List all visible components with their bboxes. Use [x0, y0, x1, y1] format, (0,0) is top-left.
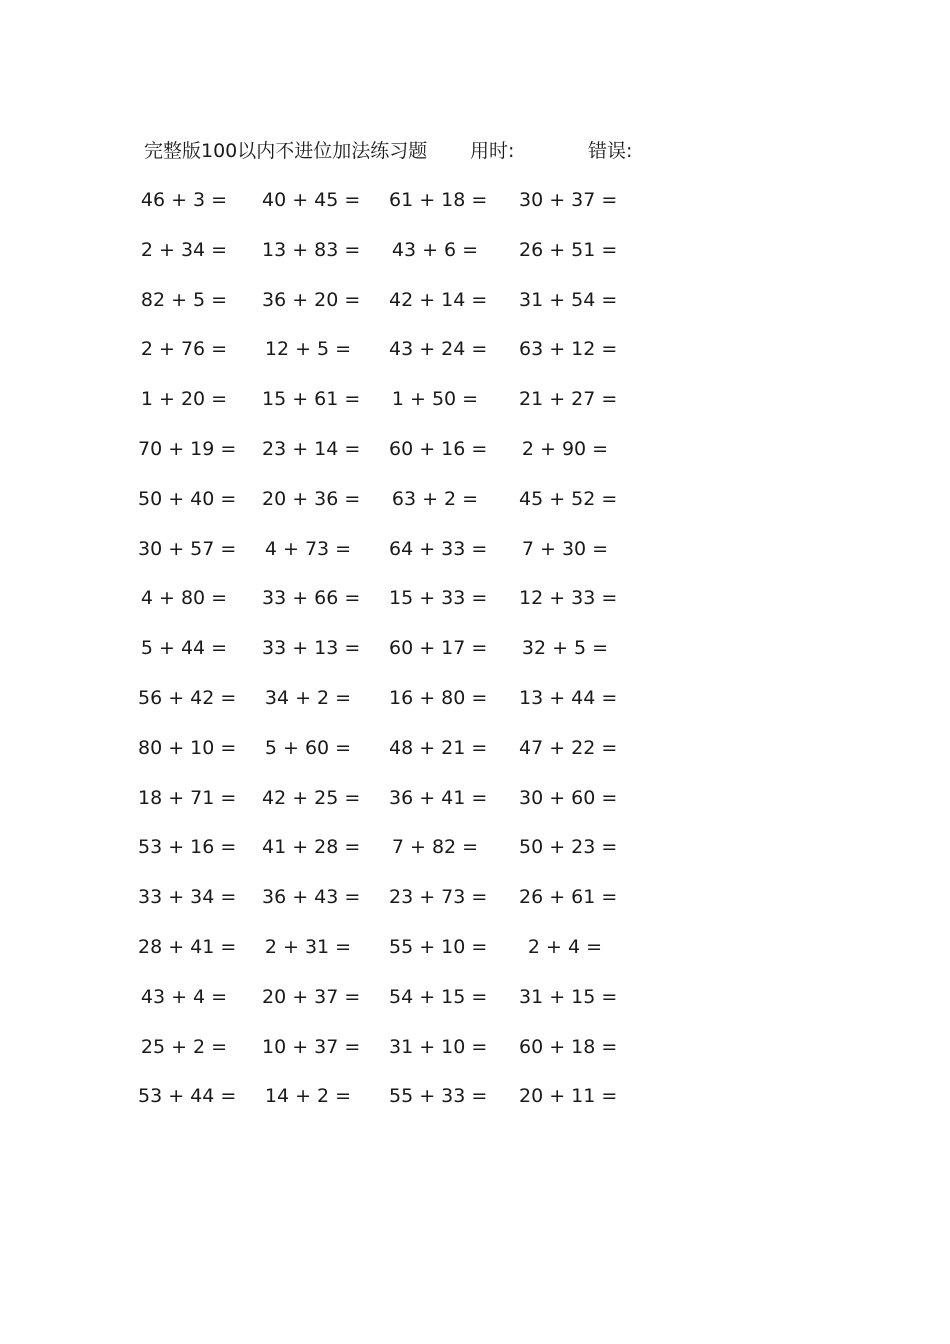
addition-problem: 33 + 13 = — [262, 637, 361, 660]
addition-problem: 14 + 2 = — [264, 1085, 352, 1108]
addition-problem: 56 + 42 = — [138, 686, 237, 709]
problem-row — [138, 782, 644, 832]
addition-problem: 45 + 52 = — [519, 487, 618, 510]
problem-row — [138, 1080, 644, 1130]
addition-problem: 2 + 76 = — [140, 338, 228, 361]
addition-problem: 43 + 24 = — [389, 338, 488, 361]
problem-row — [140, 981, 644, 1031]
addition-problem: 4 + 73 = — [264, 537, 352, 560]
addition-problem: 5 + 60 = — [264, 736, 352, 759]
addition-problem: 63 + 2 = — [391, 487, 479, 510]
addition-problem: 53 + 44 = — [138, 1085, 237, 1108]
addition-problem: 43 + 6 = — [391, 238, 479, 261]
addition-problem: 1 + 20 = — [140, 388, 228, 411]
problem-row — [138, 732, 644, 782]
addition-problem: 30 + 37 = — [519, 189, 618, 211]
problem-row — [140, 234, 644, 284]
addition-problem: 7 + 82 = — [391, 836, 479, 859]
addition-problem: 16 + 80 = — [389, 686, 488, 709]
addition-problem: 63 + 12 = — [519, 338, 618, 361]
problem-row — [140, 333, 644, 383]
addition-problem: 43 + 4 = — [140, 985, 228, 1008]
addition-problem: 20 + 36 = — [262, 487, 361, 510]
addition-problem: 23 + 73 = — [389, 886, 488, 909]
addition-problem: 13 + 44 = — [519, 686, 618, 709]
problem-row — [138, 433, 644, 483]
addition-problem: 82 + 5 = — [140, 288, 228, 311]
addition-problem: 48 + 21 = — [389, 736, 488, 759]
addition-problem: 40 + 45 = — [262, 189, 361, 211]
addition-problem: 2 + 34 = — [140, 238, 228, 261]
addition-problem: 12 + 33 = — [519, 587, 618, 610]
worksheet-title: 完整版100以内不进位加法练习题 — [144, 140, 428, 162]
problem-row — [138, 881, 644, 931]
problem-row — [140, 1031, 644, 1081]
addition-problem: 60 + 18 = — [519, 1035, 618, 1058]
addition-problem: 2 + 31 = — [264, 935, 352, 958]
addition-problem: 4 + 80 = — [140, 587, 228, 610]
addition-problem: 36 + 41 = — [389, 786, 488, 809]
addition-problem: 80 + 10 = — [138, 736, 237, 759]
addition-problem: 23 + 14 = — [262, 437, 361, 460]
problem-row — [140, 582, 644, 632]
addition-problem: 12 + 5 = — [264, 338, 352, 361]
addition-problem: 54 + 15 = — [389, 985, 488, 1008]
addition-problem: 28 + 41 = — [138, 935, 237, 958]
addition-problem: 1 + 50 = — [391, 388, 479, 411]
addition-problem: 41 + 28 = — [262, 836, 361, 859]
addition-problem: 60 + 17 = — [389, 637, 488, 660]
addition-problem: 53 + 16 = — [138, 836, 237, 859]
problem-row — [140, 383, 644, 433]
addition-problem: 47 + 22 = — [519, 736, 618, 759]
addition-problem: 46 + 3 = — [140, 189, 228, 211]
addition-problem: 26 + 51 = — [519, 238, 618, 261]
addition-problem: 5 + 44 = — [140, 637, 228, 660]
problem-row — [140, 632, 644, 682]
addition-problem: 33 + 66 = — [262, 587, 361, 610]
addition-problem: 55 + 33 = — [389, 1085, 488, 1108]
worksheet-header — [144, 136, 664, 166]
addition-problem: 36 + 43 = — [262, 886, 361, 909]
problem-row — [138, 483, 644, 533]
addition-problem: 25 + 2 = — [140, 1035, 228, 1058]
addition-problem: 42 + 25 = — [262, 786, 361, 809]
addition-problem: 60 + 16 = — [389, 437, 488, 460]
addition-problem: 31 + 10 = — [389, 1035, 488, 1058]
addition-problem: 13 + 83 = — [262, 238, 361, 261]
addition-problem: 64 + 33 = — [389, 537, 488, 560]
addition-problem: 26 + 61 = — [519, 886, 618, 909]
problem-grid — [138, 184, 644, 1134]
time-label: 用时: — [470, 140, 515, 162]
addition-problem: 20 + 37 = — [262, 985, 361, 1008]
addition-problem: 20 + 11 = — [519, 1085, 618, 1108]
addition-problem: 55 + 10 = — [389, 935, 488, 958]
addition-problem: 30 + 57 = — [138, 537, 237, 560]
addition-problem: 31 + 15 = — [519, 985, 618, 1008]
addition-problem: 70 + 19 = — [138, 437, 237, 460]
problem-row — [140, 184, 644, 234]
addition-problem: 21 + 27 = — [519, 388, 618, 411]
addition-problem: 33 + 34 = — [138, 886, 237, 909]
addition-problem: 36 + 20 = — [262, 288, 361, 311]
addition-problem: 31 + 54 = — [519, 288, 618, 311]
addition-problem: 15 + 33 = — [389, 587, 488, 610]
problem-row — [138, 533, 644, 583]
addition-problem: 50 + 23 = — [519, 836, 618, 859]
addition-problem: 61 + 18 = — [389, 189, 488, 211]
addition-problem: 2 + 90 = — [521, 437, 609, 460]
addition-problem: 2 + 4 = — [527, 935, 603, 958]
addition-problem: 30 + 60 = — [519, 786, 618, 809]
addition-problem: 10 + 37 = — [262, 1035, 361, 1058]
problem-row — [138, 931, 644, 981]
problem-row — [140, 284, 644, 334]
addition-problem: 15 + 61 = — [262, 388, 361, 411]
addition-problem: 7 + 30 = — [521, 537, 609, 560]
addition-problem: 34 + 2 = — [264, 686, 352, 709]
problem-row — [138, 831, 644, 881]
problem-row — [138, 682, 644, 732]
addition-problem: 50 + 40 = — [138, 487, 237, 510]
addition-problem: 18 + 71 = — [138, 786, 237, 809]
addition-problem: 32 + 5 = — [521, 637, 609, 660]
addition-problem: 42 + 14 = — [389, 288, 488, 311]
errors-label: 错误: — [588, 140, 633, 162]
